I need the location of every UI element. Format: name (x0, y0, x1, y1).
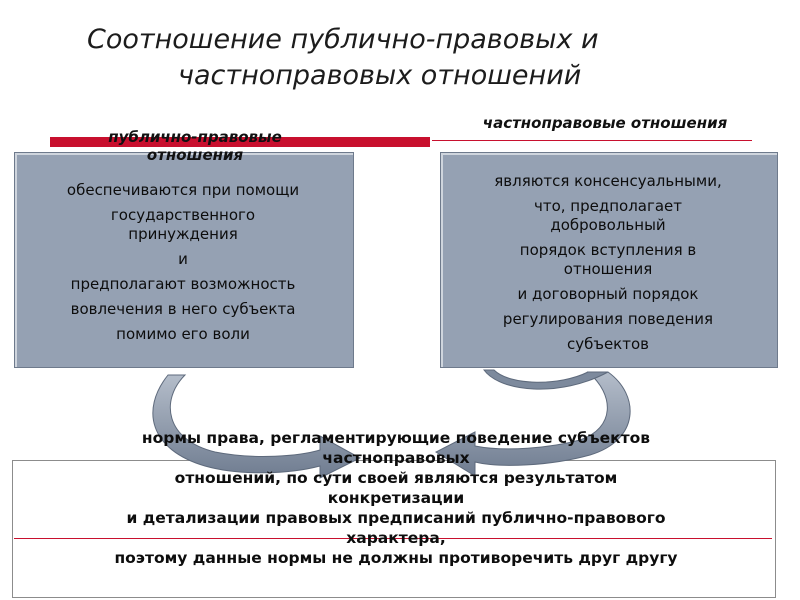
conclusion-line: конкретизации (327, 489, 465, 507)
private-law-line: порядок вступления в (519, 241, 697, 259)
conclusion-line: и детализации правовых предписаний публично-правового (126, 509, 666, 527)
public-law-line: помимо его воли (116, 325, 250, 343)
conclusion-line: отношений, по сути своей являются результатом (174, 469, 618, 487)
conclusion-line: частноправовых (322, 449, 470, 467)
title-line-1: Соотношение публично-правовых и (87, 24, 599, 55)
title-line-2: частноправовых отношений (178, 60, 582, 91)
private-law-heading: частноправовые отношения (482, 114, 728, 132)
public-law-line: обеспечиваются при помощи (66, 181, 300, 199)
private-law-line: добровольный (550, 216, 666, 234)
public-law-line: предполагают возможность (70, 275, 296, 293)
conclusion-text (16, 428, 776, 568)
conclusion-line: нормы права, регламентирующие поведение субъектов (141, 429, 651, 447)
public-law-line: государственного (110, 206, 256, 224)
conclusion-line: поэтому данные нормы не должны противоречить друг другу (114, 549, 678, 567)
private-law-text (448, 172, 768, 354)
private-law-line: являются консенсуальными, (494, 172, 722, 190)
public-law-line: вовлечения в него субъекта (70, 300, 296, 318)
public-law-line: принуждения (128, 225, 238, 243)
public-law-text (20, 181, 346, 344)
conclusion-line: характера, (346, 529, 446, 547)
public-law-line: и (178, 250, 188, 268)
public-law-heading: публично-правовые отношения (108, 128, 282, 164)
private-law-line: и договорный порядок (517, 285, 699, 303)
private-law-line: субъектов (566, 335, 650, 353)
private-law-line: регулирования поведения (502, 310, 714, 328)
private-law-line: что, предполагает (533, 197, 683, 215)
private-law-line: отношения (563, 260, 653, 278)
